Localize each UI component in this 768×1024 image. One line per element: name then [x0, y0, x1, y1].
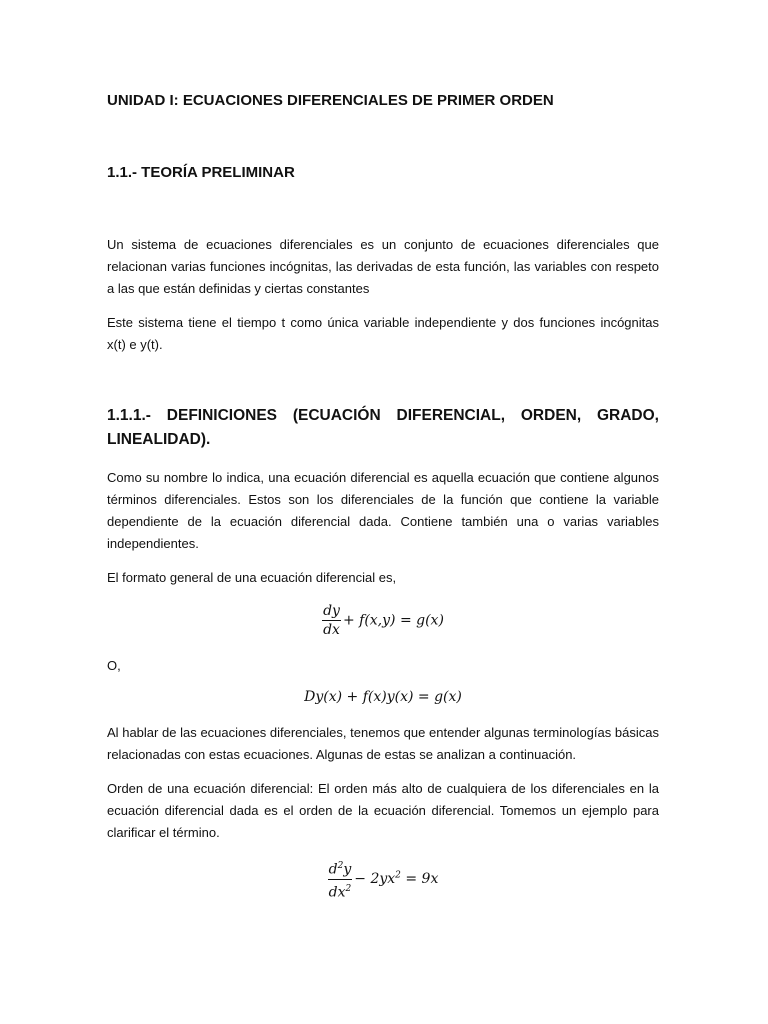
- numerator-variable: y: [343, 861, 352, 878]
- equation-denominator: [328, 880, 353, 902]
- equation-denominator: dx: [323, 622, 340, 638]
- equation-term-b: = 9x: [400, 871, 439, 888]
- paragraph-formato-general: El formato general de una ecuación diferencial es,: [107, 570, 397, 585]
- paragraph-sistema-tiempo: Este sistema tiene el tiempo t como única variable independiente y dos funciones incógnitas x(t) e y(t).: [107, 315, 659, 352]
- equation-numerator: [328, 857, 353, 880]
- section-heading-teoria-preliminar: 1.1.- TEORÍA PRELIMINAR: [107, 164, 295, 181]
- equation-remainder: + f(x,y) = g(x): [342, 612, 444, 629]
- paragraph-orden: Orden de una ecuación diferencial: El orden más alto de cualquiera de los diferenciales en la ecuación diferencial dada es el orden de la ecuación diferencial. Tomemos un ejemplo para clarificar el término.: [107, 781, 659, 840]
- document-title: UNIDAD I: ECUACIONES DIFERENCIALES DE PRIMER ORDEN: [107, 92, 554, 109]
- numerator-base: d: [328, 861, 338, 878]
- numerator-exponent: 2: [337, 861, 344, 871]
- equation-term-exponent: 2: [395, 870, 401, 881]
- denominator-base: dx: [328, 884, 346, 901]
- equation-second-order-example: [107, 857, 659, 901]
- equation-numerator: dy: [323, 603, 340, 619]
- paragraph-terminologias: Al hablar de las ecuaciones diferenciales, tenemos que entender algunas terminologías básicas relacionadas con estas ecuaciones. Algunas de estas se analizan a continuación.: [107, 725, 659, 762]
- paragraph-o: O,: [107, 658, 121, 673]
- equation-fraction: [328, 857, 353, 901]
- equation-term-a: − 2yx: [354, 871, 396, 888]
- equation-fraction: [322, 602, 341, 639]
- section-heading-definiciones: 1.1.1.- DEFINICIONES (ECUACIÓN DIFERENCIAL, ORDEN, GRADO, LINEALIDAD).: [107, 407, 659, 448]
- paragraph-sistema-definicion: Un sistema de ecuaciones diferenciales es un conjunto de ecuaciones diferenciales que relacionan varias funciones incógnitas, las derivadas de esta función, las variables con respeto a las que están definidas y ciertas constantes: [107, 237, 659, 296]
- equation-general-form: [107, 602, 659, 639]
- equation-operator-form: Dy(x) + f(x)y(x) = g(x): [304, 689, 462, 705]
- paragraph-ecuacion-diferencial: Como su nombre lo indica, una ecuación diferencial es aquella ecuación que contiene algunos términos diferenciales. Estos son los diferenciales de la función que contiene la variable dependiente de la ecuación diferencial dada. Contiene también una o varias variables independientes.: [107, 470, 659, 551]
- denominator-exponent: 2: [345, 883, 352, 894]
